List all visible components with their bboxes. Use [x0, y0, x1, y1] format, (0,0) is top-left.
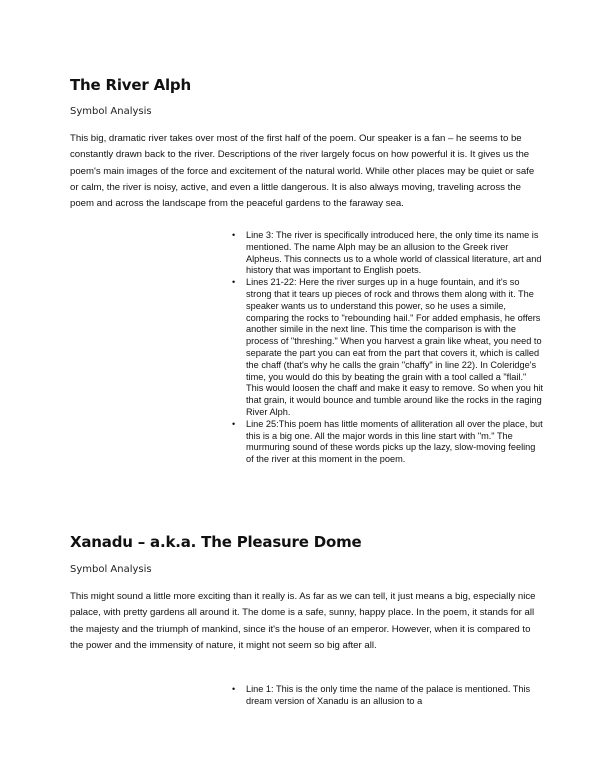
section-paragraph: This might sound a little more exciting than it really is. As far as we can tell, it just means a big, especially nice palace, with pretty gardens all around it. The dome is a safe, sunny, happy place. In the poem, it stands for all the majesty and the triumph of mankind, since it's the house of an emperor. However, when it is compared to the power and the immensity of nature, it might not seem so big after all. — [70, 591, 536, 651]
bullet-icon: • — [232, 418, 236, 429]
section-paragraph: This big, dramatic river takes over most of the first half of the poem. Our speaker is a fan – he seems to be constantly drawn back to the river. Descriptions of the river largely focus on how powerful it is. It gives us the poem's main images of the force and excitement of the natural world. While other places may be quiet or safe or calm, the river is noisy, active, and even a little dangerous. It is also always moving, traveling across the poem and across the landscape from the peaceful gardens to the faraway sea. — [70, 133, 535, 210]
section-paragraph-wrap — [70, 589, 540, 654]
section-subtitle-wrap — [70, 564, 540, 575]
bullet-icon: • — [232, 277, 236, 288]
section-river-alph — [70, 76, 540, 94]
bullet-list — [232, 684, 544, 708]
section-paragraph-wrap — [70, 131, 540, 212]
list-item-text: Line 25:This poem has little moments of alliteration all over the place, but this is a big one. All the major words in this line start with "m." The murmuring sound of these words picks up the lazy, slow-moving feeling of the river at this moment in the poem. — [246, 418, 543, 465]
bullet-icon: • — [232, 230, 236, 240]
list-item — [232, 684, 544, 708]
section-title: Xanadu – a.k.a. The Pleasure Dome — [70, 533, 362, 551]
list-item-text: Lines 21-22: Here the river surges up in a huge fountain, and it's so strong that it tears up pieces of rock and throws them along with it. The speaker wants us to understand this power, so he uses a simile, comparing the rocks to "rebounding hail." For added emphasis, he offers another simile in the next line. This time the comparison is with the process of "threshing." When you harvest a grain like wheat, you need to separate the part you can eat from the part that covers it, which is called the chaff (that's why he calls the grain "chaffy" in line 22). In Coleridge's time, you would do this by beating the grain with a tool called a "flail." This would loosen the chaff and make it easy to remove. So when you hit that grain, it would bounce and tumble around like the rocks in the raging River Alph. — [246, 277, 544, 417]
section-subtitle-wrap — [70, 106, 540, 117]
section-title: The River Alph — [70, 76, 191, 94]
section-xanadu — [70, 533, 540, 551]
bullet-list — [232, 230, 544, 466]
section-subtitle: Symbol Analysis — [70, 564, 152, 575]
section-subtitle: Symbol Analysis — [70, 106, 152, 117]
bullet-icon: • — [232, 684, 236, 694]
list-item-text: Line 1: This is the only time the name of the palace is mentioned. This dream version of Xanadu is an allusion to a — [246, 684, 531, 706]
list-item — [232, 230, 544, 277]
list-item — [232, 418, 544, 466]
list-item — [232, 277, 544, 419]
list-item-text: Line 3: The river is specifically introduced here, the only time its name is mentioned. The name Alph may be an allusion to the Greek river Alpheus. This connects us to a whole world of classical literature, art and history that was important to English poets. — [246, 230, 542, 276]
